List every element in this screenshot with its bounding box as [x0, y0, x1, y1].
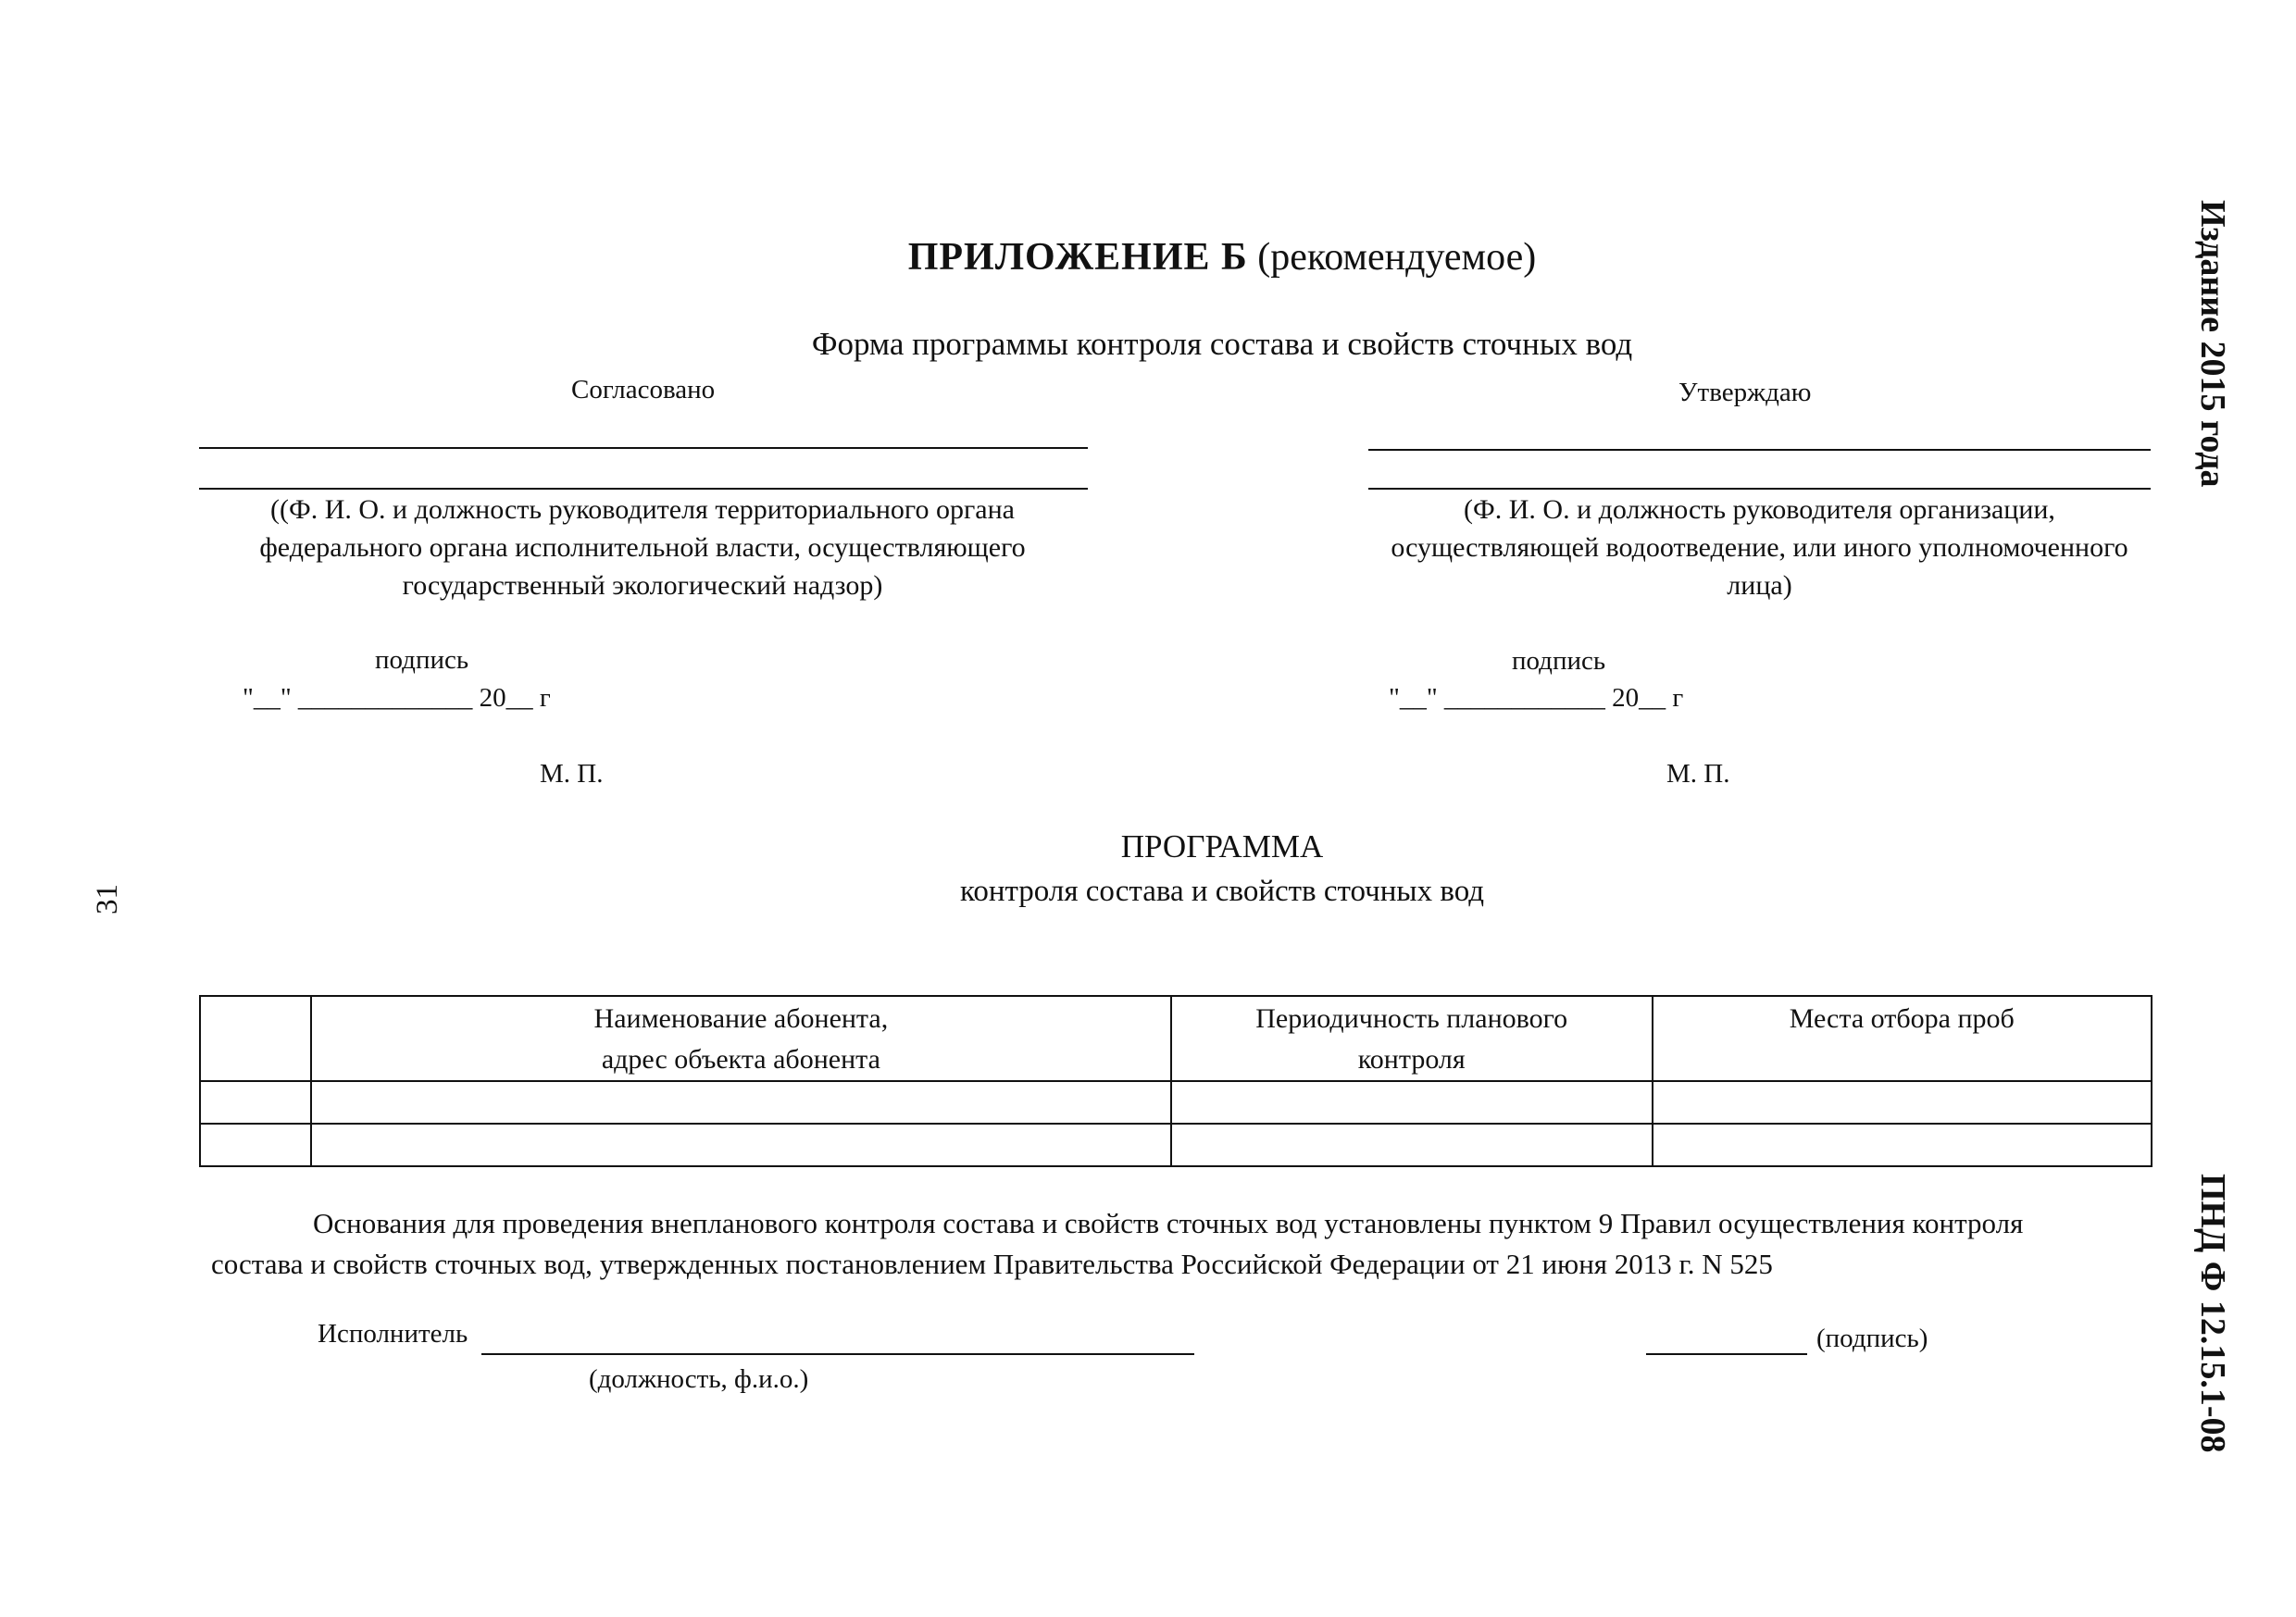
header-line: Наименование абонента, [593, 1003, 889, 1034]
right-caption-line: (Ф. И. О. и должность руководителя организации, [1464, 494, 2055, 525]
left-approval-caption [197, 491, 1088, 604]
table-cell [200, 1124, 311, 1166]
doc-code-margin-text: ПНД Ф 12.15.1-08 [2193, 1174, 2232, 1453]
table-row [200, 1124, 2152, 1166]
appendix-title-note: (рекомендуемое) [1257, 236, 1537, 279]
table-cell [311, 1081, 1171, 1124]
program-table [199, 995, 2152, 1167]
right-seal-label: М. П. [1666, 759, 1730, 789]
executor-name-line [481, 1353, 1194, 1355]
right-caption-line: лица) [1727, 570, 1792, 601]
basis-line-1: Основания для проведения внепланового контроля состава и свойств сточных вод установлены пунктом 9 Правил осуществления контроля [313, 1207, 2024, 1239]
table-header-cell-sampling-places [1653, 996, 2152, 1081]
executor-signature-line [1646, 1353, 1807, 1355]
left-seal-label: М. П. [540, 759, 604, 789]
table-header-row [200, 996, 2152, 1081]
header-line: Периодичность планового [1255, 1003, 1568, 1034]
table-cell [1171, 1081, 1653, 1124]
table-row [200, 1081, 2152, 1124]
left-approval-heading: Согласовано [571, 375, 716, 404]
table-cell [1171, 1124, 1653, 1166]
appendix-title [0, 235, 2296, 280]
basis-line-2: состава и свойств сточных вод, утвержденных постановлением Правительства Российской Федерации от 21 июня 2013 г. N 525 [211, 1248, 1773, 1280]
left-signature-line-2 [199, 488, 1088, 490]
table-cell [1653, 1124, 2152, 1166]
right-approval-heading: Утверждаю [1678, 378, 1812, 407]
table-cell [311, 1124, 1171, 1166]
executor-label: Исполнитель [318, 1319, 468, 1349]
right-date-line: "__" ____________ 20__ г [1389, 683, 1684, 713]
edition-margin-text: Издание 2015 года [2193, 200, 2232, 488]
page-number: 31 [91, 884, 124, 914]
left-date-line: "__" _____________ 20__ г [243, 683, 551, 713]
right-signature-label: подпись [1512, 646, 1606, 676]
left-signature-line-1 [199, 447, 1088, 449]
left-signature-label: подпись [375, 645, 469, 675]
left-caption-line: федерального органа исполнительной власти, осуществляющего [259, 532, 1026, 563]
right-signature-line-2 [1368, 488, 2151, 490]
right-approval-caption [1368, 491, 2151, 604]
form-title: Форма программы контроля состава и свойств сточных вод [811, 326, 1633, 362]
right-caption-line: осуществляющей водоотведение, или иного уполномоченного [1391, 532, 2128, 563]
basis-paragraph [211, 1203, 2155, 1285]
header-line: контроля [1357, 1044, 1466, 1075]
table-header-cell-periodicity [1171, 996, 1653, 1081]
table-header-cell-subscriber [311, 996, 1171, 1081]
header-line: Места отбора проб [1789, 1003, 2015, 1034]
header-line: адрес объекта абонента [601, 1044, 880, 1075]
table-cell [1653, 1081, 2152, 1124]
right-signature-line-1 [1368, 449, 2151, 451]
executor-caption: (должность, ф.и.о.) [589, 1364, 809, 1394]
table-cell [200, 1081, 311, 1124]
table-header-cell-number [200, 996, 311, 1081]
appendix-title-bold: ПРИЛОЖЕНИЕ Б [907, 236, 1248, 279]
executor-signature-caption: (подпись) [1816, 1324, 1928, 1353]
left-caption-line: государственный экологический надзор) [402, 570, 883, 601]
program-subtitle: контроля состава и свойств сточных вод [959, 875, 1485, 908]
left-caption-line: ((Ф. И. О. и должность руководителя территориального органа [270, 494, 1015, 525]
program-title: ПРОГРАММА [1120, 828, 1324, 864]
